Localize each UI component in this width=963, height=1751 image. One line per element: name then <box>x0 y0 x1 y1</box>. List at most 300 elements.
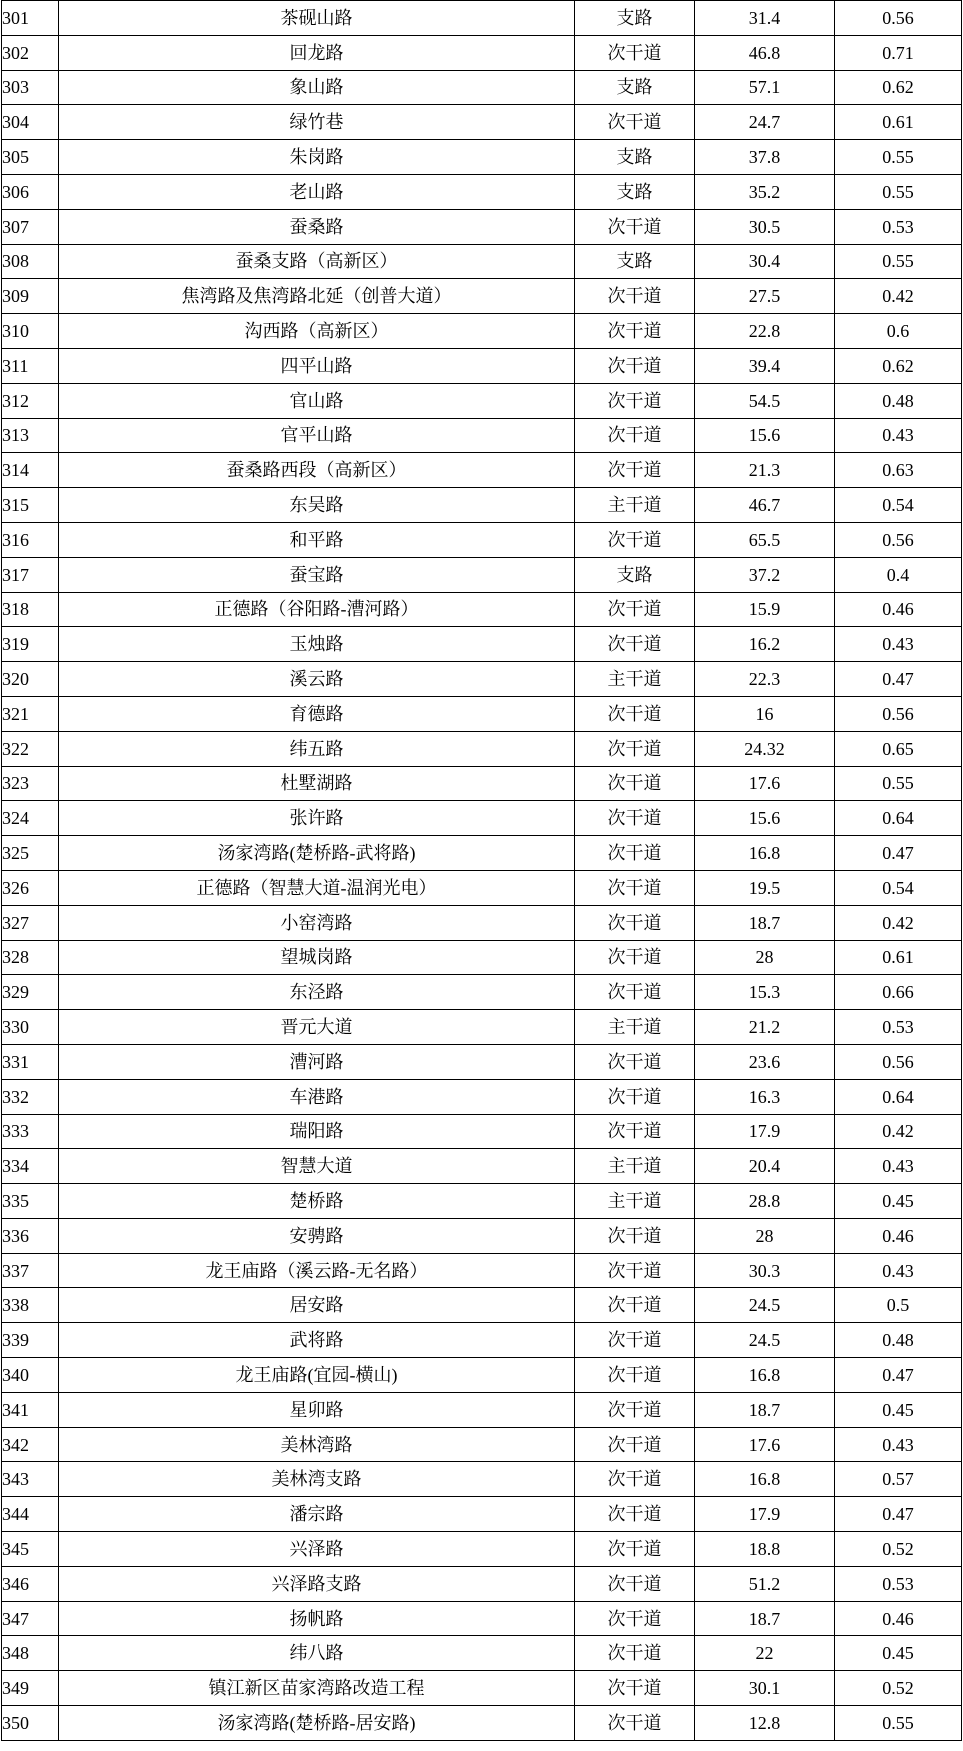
table-row <box>2 1114 962 1149</box>
length-value-cell: 15.6 <box>695 418 835 453</box>
road-name-cell: 纬五路 <box>59 731 575 766</box>
table-row <box>2 1253 962 1288</box>
ratio-value-cell: 0.61 <box>835 940 962 975</box>
ratio-value-cell: 0.42 <box>835 279 962 314</box>
length-value-cell: 30.4 <box>695 244 835 279</box>
table-row <box>2 1462 962 1497</box>
road-grade-cell: 次干道 <box>575 1706 695 1741</box>
row-number-cell: 349 <box>2 1671 59 1706</box>
road-name-cell: 蚕宝路 <box>59 557 575 592</box>
length-value-cell: 31.4 <box>695 1 835 36</box>
ratio-value-cell: 0.43 <box>835 418 962 453</box>
road-data-table <box>1 0 962 1741</box>
road-grade-cell: 次干道 <box>575 1044 695 1079</box>
ratio-value-cell: 0.53 <box>835 1010 962 1045</box>
road-grade-cell: 次干道 <box>575 1323 695 1358</box>
table-row <box>2 557 962 592</box>
table-row <box>2 1566 962 1601</box>
ratio-value-cell: 0.47 <box>835 662 962 697</box>
road-grade-cell: 次干道 <box>575 1636 695 1671</box>
row-number-cell: 338 <box>2 1288 59 1323</box>
road-name-cell: 楚桥路 <box>59 1184 575 1219</box>
road-name-cell: 正德路（谷阳路-漕河路） <box>59 592 575 627</box>
row-number-cell: 310 <box>2 314 59 349</box>
length-value-cell: 15.3 <box>695 975 835 1010</box>
length-value-cell: 18.7 <box>695 1392 835 1427</box>
ratio-value-cell: 0.62 <box>835 70 962 105</box>
length-value-cell: 16 <box>695 696 835 731</box>
row-number-cell: 345 <box>2 1532 59 1567</box>
road-grade-cell: 次干道 <box>575 940 695 975</box>
ratio-value-cell: 0.56 <box>835 696 962 731</box>
length-value-cell: 27.5 <box>695 279 835 314</box>
road-grade-cell: 主干道 <box>575 1149 695 1184</box>
length-value-cell: 16.8 <box>695 836 835 871</box>
road-grade-cell: 次干道 <box>575 1427 695 1462</box>
ratio-value-cell: 0.47 <box>835 836 962 871</box>
table-row <box>2 731 962 766</box>
length-value-cell: 46.7 <box>695 488 835 523</box>
length-value-cell: 17.9 <box>695 1497 835 1532</box>
ratio-value-cell: 0.43 <box>835 1149 962 1184</box>
road-name-cell: 安骋路 <box>59 1218 575 1253</box>
road-grade-cell: 主干道 <box>575 488 695 523</box>
table-row <box>2 836 962 871</box>
road-grade-cell: 支路 <box>575 140 695 175</box>
row-number-cell: 304 <box>2 105 59 140</box>
length-value-cell: 16.2 <box>695 627 835 662</box>
length-value-cell: 22.8 <box>695 314 835 349</box>
table-row <box>2 975 962 1010</box>
ratio-value-cell: 0.47 <box>835 1358 962 1393</box>
ratio-value-cell: 0.71 <box>835 35 962 70</box>
road-name-cell: 焦湾路及焦湾路北延（创普大道） <box>59 279 575 314</box>
road-name-cell: 武将路 <box>59 1323 575 1358</box>
row-number-cell: 318 <box>2 592 59 627</box>
road-name-cell: 正德路（智慧大道-温润光电） <box>59 870 575 905</box>
road-grade-cell: 次干道 <box>575 801 695 836</box>
road-name-cell: 龙王庙路(宜园-横山) <box>59 1358 575 1393</box>
row-number-cell: 323 <box>2 766 59 801</box>
table-row <box>2 1601 962 1636</box>
row-number-cell: 335 <box>2 1184 59 1219</box>
row-number-cell: 316 <box>2 522 59 557</box>
length-value-cell: 21.3 <box>695 453 835 488</box>
road-grade-cell: 次干道 <box>575 209 695 244</box>
road-name-cell: 美林湾路 <box>59 1427 575 1462</box>
length-value-cell: 19.5 <box>695 870 835 905</box>
row-number-cell: 342 <box>2 1427 59 1462</box>
length-value-cell: 12.8 <box>695 1706 835 1741</box>
row-number-cell: 347 <box>2 1601 59 1636</box>
ratio-value-cell: 0.53 <box>835 1566 962 1601</box>
table-row <box>2 348 962 383</box>
table-row <box>2 314 962 349</box>
road-grade-cell: 次干道 <box>575 383 695 418</box>
road-grade-cell: 支路 <box>575 70 695 105</box>
length-value-cell: 35.2 <box>695 174 835 209</box>
ratio-value-cell: 0.45 <box>835 1636 962 1671</box>
road-grade-cell: 次干道 <box>575 1358 695 1393</box>
length-value-cell: 17.6 <box>695 1427 835 1462</box>
ratio-value-cell: 0.45 <box>835 1184 962 1219</box>
ratio-value-cell: 0.46 <box>835 1218 962 1253</box>
ratio-value-cell: 0.42 <box>835 905 962 940</box>
length-value-cell: 28 <box>695 1218 835 1253</box>
road-grade-cell: 支路 <box>575 244 695 279</box>
table-row <box>2 766 962 801</box>
row-number-cell: 315 <box>2 488 59 523</box>
road-name-cell: 杜墅湖路 <box>59 766 575 801</box>
table-row <box>2 70 962 105</box>
road-grade-cell: 次干道 <box>575 1497 695 1532</box>
length-value-cell: 30.5 <box>695 209 835 244</box>
road-name-cell: 张许路 <box>59 801 575 836</box>
road-grade-cell: 次干道 <box>575 766 695 801</box>
row-number-cell: 319 <box>2 627 59 662</box>
row-number-cell: 336 <box>2 1218 59 1253</box>
table-row <box>2 1636 962 1671</box>
row-number-cell: 303 <box>2 70 59 105</box>
road-name-cell: 和平路 <box>59 522 575 557</box>
length-value-cell: 39.4 <box>695 348 835 383</box>
row-number-cell: 312 <box>2 383 59 418</box>
ratio-value-cell: 0.55 <box>835 174 962 209</box>
road-name-cell: 镇江新区苗家湾路改造工程 <box>59 1671 575 1706</box>
length-value-cell: 20.4 <box>695 1149 835 1184</box>
road-grade-cell: 次干道 <box>575 348 695 383</box>
row-number-cell: 314 <box>2 453 59 488</box>
ratio-value-cell: 0.64 <box>835 801 962 836</box>
road-name-cell: 官山路 <box>59 383 575 418</box>
road-grade-cell: 支路 <box>575 1 695 36</box>
road-name-cell: 沟西路（高新区） <box>59 314 575 349</box>
ratio-value-cell: 0.43 <box>835 627 962 662</box>
length-value-cell: 16.8 <box>695 1358 835 1393</box>
ratio-value-cell: 0.42 <box>835 1114 962 1149</box>
road-grade-cell: 次干道 <box>575 35 695 70</box>
length-value-cell: 57.1 <box>695 70 835 105</box>
row-number-cell: 306 <box>2 174 59 209</box>
length-value-cell: 16.3 <box>695 1079 835 1114</box>
road-grade-cell: 次干道 <box>575 592 695 627</box>
length-value-cell: 54.5 <box>695 383 835 418</box>
table-row <box>2 592 962 627</box>
length-value-cell: 18.7 <box>695 1601 835 1636</box>
road-grade-cell: 次干道 <box>575 279 695 314</box>
ratio-value-cell: 0.46 <box>835 592 962 627</box>
length-value-cell: 30.1 <box>695 1671 835 1706</box>
row-number-cell: 329 <box>2 975 59 1010</box>
road-name-cell: 绿竹巷 <box>59 105 575 140</box>
road-grade-cell: 次干道 <box>575 1218 695 1253</box>
table-row <box>2 1010 962 1045</box>
row-number-cell: 350 <box>2 1706 59 1741</box>
row-number-cell: 311 <box>2 348 59 383</box>
table-row <box>2 279 962 314</box>
road-name-cell: 蚕桑支路（高新区） <box>59 244 575 279</box>
length-value-cell: 22 <box>695 1636 835 1671</box>
row-number-cell: 309 <box>2 279 59 314</box>
ratio-value-cell: 0.56 <box>835 1044 962 1079</box>
table-row <box>2 696 962 731</box>
ratio-value-cell: 0.55 <box>835 244 962 279</box>
table-row <box>2 801 962 836</box>
ratio-value-cell: 0.63 <box>835 453 962 488</box>
length-value-cell: 24.32 <box>695 731 835 766</box>
road-grade-cell: 次干道 <box>575 1671 695 1706</box>
road-name-cell: 居安路 <box>59 1288 575 1323</box>
row-number-cell: 339 <box>2 1323 59 1358</box>
table-row <box>2 105 962 140</box>
ratio-value-cell: 0.66 <box>835 975 962 1010</box>
table-row <box>2 1671 962 1706</box>
ratio-value-cell: 0.55 <box>835 766 962 801</box>
road-name-cell: 兴泽路支路 <box>59 1566 575 1601</box>
length-value-cell: 28.8 <box>695 1184 835 1219</box>
road-name-cell: 蚕桑路 <box>59 209 575 244</box>
length-value-cell: 37.8 <box>695 140 835 175</box>
table-row <box>2 522 962 557</box>
ratio-value-cell: 0.62 <box>835 348 962 383</box>
road-grade-cell: 支路 <box>575 174 695 209</box>
road-name-cell: 星卯路 <box>59 1392 575 1427</box>
ratio-value-cell: 0.61 <box>835 105 962 140</box>
length-value-cell: 15.9 <box>695 592 835 627</box>
length-value-cell: 23.6 <box>695 1044 835 1079</box>
table-row <box>2 662 962 697</box>
table-row <box>2 1 962 36</box>
table-row <box>2 174 962 209</box>
ratio-value-cell: 0.6 <box>835 314 962 349</box>
table-row <box>2 1184 962 1219</box>
ratio-value-cell: 0.54 <box>835 488 962 523</box>
table-row <box>2 1392 962 1427</box>
table-row <box>2 1497 962 1532</box>
row-number-cell: 340 <box>2 1358 59 1393</box>
road-name-cell: 潘宗路 <box>59 1497 575 1532</box>
road-name-cell: 望城岗路 <box>59 940 575 975</box>
row-number-cell: 321 <box>2 696 59 731</box>
ratio-value-cell: 0.55 <box>835 140 962 175</box>
road-name-cell: 龙王庙路（溪云路-无名路） <box>59 1253 575 1288</box>
road-grade-cell: 次干道 <box>575 696 695 731</box>
ratio-value-cell: 0.5 <box>835 1288 962 1323</box>
road-grade-cell: 次干道 <box>575 418 695 453</box>
row-number-cell: 337 <box>2 1253 59 1288</box>
ratio-value-cell: 0.4 <box>835 557 962 592</box>
road-name-cell: 蚕桑路西段（高新区） <box>59 453 575 488</box>
road-name-cell: 东吴路 <box>59 488 575 523</box>
length-value-cell: 65.5 <box>695 522 835 557</box>
ratio-value-cell: 0.64 <box>835 1079 962 1114</box>
road-grade-cell: 次干道 <box>575 627 695 662</box>
length-value-cell: 22.3 <box>695 662 835 697</box>
road-grade-cell: 次干道 <box>575 731 695 766</box>
road-name-cell: 茶砚山路 <box>59 1 575 36</box>
road-name-cell: 回龙路 <box>59 35 575 70</box>
row-number-cell: 308 <box>2 244 59 279</box>
length-value-cell: 24.5 <box>695 1323 835 1358</box>
road-grade-cell: 次干道 <box>575 975 695 1010</box>
table-row <box>2 418 962 453</box>
ratio-value-cell: 0.55 <box>835 1706 962 1741</box>
road-name-cell: 漕河路 <box>59 1044 575 1079</box>
table-row <box>2 1358 962 1393</box>
row-number-cell: 333 <box>2 1114 59 1149</box>
road-grade-cell: 次干道 <box>575 836 695 871</box>
road-name-cell: 老山路 <box>59 174 575 209</box>
road-name-cell: 晋元大道 <box>59 1010 575 1045</box>
row-number-cell: 330 <box>2 1010 59 1045</box>
road-grade-cell: 次干道 <box>575 453 695 488</box>
ratio-value-cell: 0.47 <box>835 1497 962 1532</box>
length-value-cell: 37.2 <box>695 557 835 592</box>
table-row <box>2 1532 962 1567</box>
row-number-cell: 334 <box>2 1149 59 1184</box>
length-value-cell: 30.3 <box>695 1253 835 1288</box>
road-grade-cell: 次干道 <box>575 1601 695 1636</box>
table-row <box>2 1079 962 1114</box>
road-grade-cell: 次干道 <box>575 1288 695 1323</box>
table-row <box>2 1706 962 1741</box>
table-row <box>2 1323 962 1358</box>
table-row <box>2 1288 962 1323</box>
road-grade-cell: 次干道 <box>575 1462 695 1497</box>
table-row <box>2 488 962 523</box>
row-number-cell: 328 <box>2 940 59 975</box>
row-number-cell: 322 <box>2 731 59 766</box>
road-grade-cell: 次干道 <box>575 1532 695 1567</box>
road-name-cell: 纬八路 <box>59 1636 575 1671</box>
table-row <box>2 1427 962 1462</box>
road-name-cell: 美林湾支路 <box>59 1462 575 1497</box>
row-number-cell: 341 <box>2 1392 59 1427</box>
road-name-cell: 汤家湾路(楚桥路-居安路) <box>59 1706 575 1741</box>
row-number-cell: 346 <box>2 1566 59 1601</box>
row-number-cell: 313 <box>2 418 59 453</box>
ratio-value-cell: 0.46 <box>835 1601 962 1636</box>
row-number-cell: 343 <box>2 1462 59 1497</box>
table-row <box>2 870 962 905</box>
row-number-cell: 324 <box>2 801 59 836</box>
length-value-cell: 24.5 <box>695 1288 835 1323</box>
road-grade-cell: 次干道 <box>575 105 695 140</box>
road-name-cell: 瑞阳路 <box>59 1114 575 1149</box>
table-row <box>2 940 962 975</box>
road-grade-cell: 主干道 <box>575 662 695 697</box>
table-row <box>2 140 962 175</box>
road-name-cell: 扬帆路 <box>59 1601 575 1636</box>
road-grade-cell: 次干道 <box>575 522 695 557</box>
ratio-value-cell: 0.65 <box>835 731 962 766</box>
road-name-cell: 象山路 <box>59 70 575 105</box>
road-name-cell: 智慧大道 <box>59 1149 575 1184</box>
ratio-value-cell: 0.43 <box>835 1427 962 1462</box>
road-name-cell: 汤家湾路(楚桥路-武将路) <box>59 836 575 871</box>
road-name-cell: 朱岗路 <box>59 140 575 175</box>
ratio-value-cell: 0.56 <box>835 1 962 36</box>
ratio-value-cell: 0.53 <box>835 209 962 244</box>
row-number-cell: 317 <box>2 557 59 592</box>
row-number-cell: 348 <box>2 1636 59 1671</box>
row-number-cell: 302 <box>2 35 59 70</box>
table-row <box>2 1218 962 1253</box>
road-grade-cell: 次干道 <box>575 905 695 940</box>
length-value-cell: 24.7 <box>695 105 835 140</box>
road-grade-cell: 主干道 <box>575 1184 695 1219</box>
length-value-cell: 15.6 <box>695 801 835 836</box>
length-value-cell: 18.7 <box>695 905 835 940</box>
table-row <box>2 383 962 418</box>
road-grade-cell: 支路 <box>575 557 695 592</box>
table-row <box>2 627 962 662</box>
road-grade-cell: 次干道 <box>575 1253 695 1288</box>
length-value-cell: 18.8 <box>695 1532 835 1567</box>
table-row <box>2 209 962 244</box>
ratio-value-cell: 0.48 <box>835 1323 962 1358</box>
length-value-cell: 51.2 <box>695 1566 835 1601</box>
table-row <box>2 35 962 70</box>
ratio-value-cell: 0.56 <box>835 522 962 557</box>
road-name-cell: 兴泽路 <box>59 1532 575 1567</box>
length-value-cell: 21.2 <box>695 1010 835 1045</box>
row-number-cell: 326 <box>2 870 59 905</box>
road-name-cell: 育德路 <box>59 696 575 731</box>
row-number-cell: 331 <box>2 1044 59 1079</box>
ratio-value-cell: 0.52 <box>835 1671 962 1706</box>
road-name-cell: 车港路 <box>59 1079 575 1114</box>
length-value-cell: 17.9 <box>695 1114 835 1149</box>
road-name-cell: 官平山路 <box>59 418 575 453</box>
road-name-cell: 小窑湾路 <box>59 905 575 940</box>
ratio-value-cell: 0.45 <box>835 1392 962 1427</box>
road-grade-cell: 次干道 <box>575 314 695 349</box>
road-name-cell: 溪云路 <box>59 662 575 697</box>
row-number-cell: 332 <box>2 1079 59 1114</box>
road-grade-cell: 主干道 <box>575 1010 695 1045</box>
road-grade-cell: 次干道 <box>575 1079 695 1114</box>
ratio-value-cell: 0.52 <box>835 1532 962 1567</box>
length-value-cell: 16.8 <box>695 1462 835 1497</box>
table-row <box>2 905 962 940</box>
table-row <box>2 453 962 488</box>
road-grade-cell: 次干道 <box>575 870 695 905</box>
road-grade-cell: 次干道 <box>575 1114 695 1149</box>
road-name-cell: 四平山路 <box>59 348 575 383</box>
ratio-value-cell: 0.43 <box>835 1253 962 1288</box>
row-number-cell: 327 <box>2 905 59 940</box>
row-number-cell: 320 <box>2 662 59 697</box>
length-value-cell: 17.6 <box>695 766 835 801</box>
road-name-cell: 玉烛路 <box>59 627 575 662</box>
road-name-cell: 东泾路 <box>59 975 575 1010</box>
ratio-value-cell: 0.54 <box>835 870 962 905</box>
length-value-cell: 46.8 <box>695 35 835 70</box>
length-value-cell: 28 <box>695 940 835 975</box>
row-number-cell: 301 <box>2 1 59 36</box>
row-number-cell: 344 <box>2 1497 59 1532</box>
table-row <box>2 1044 962 1079</box>
table-row <box>2 1149 962 1184</box>
row-number-cell: 305 <box>2 140 59 175</box>
road-grade-cell: 次干道 <box>575 1392 695 1427</box>
row-number-cell: 325 <box>2 836 59 871</box>
row-number-cell: 307 <box>2 209 59 244</box>
table-body <box>2 1 962 1741</box>
road-grade-cell: 次干道 <box>575 1566 695 1601</box>
ratio-value-cell: 0.48 <box>835 383 962 418</box>
